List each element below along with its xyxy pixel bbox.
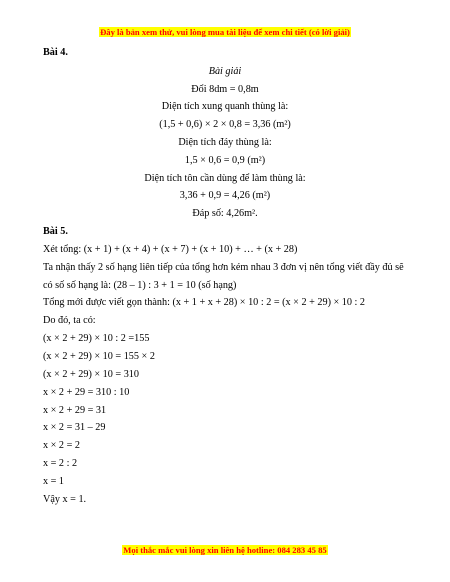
bai5-line: (x × 2 + 29) × 10 = 310 bbox=[43, 369, 139, 380]
bai5-line: Xét tổng: (x + 1) + (x + 4) + (x + 7) + (x + 10) + … + (x + 28) bbox=[43, 244, 298, 255]
bai4-line: 3,36 + 0,9 = 4,26 (m²) bbox=[179, 190, 271, 201]
bai4-line: Diện tích tôn cần dùng để làm thùng là: bbox=[144, 173, 306, 184]
bai4-line: 1,5 × 0,6 = 0,9 (m²) bbox=[184, 155, 266, 166]
bai5-line: Tổng mới được viết gọn thành: (x + 1 + x + 28) × 10 : 2 = (x × 2 + 29) × 10 : 2 bbox=[43, 297, 366, 308]
hotline-text: Mọi thắc mắc vui lòng xin liên hệ hotline: 084 283 45 85 bbox=[123, 545, 327, 555]
bai5-line: x = 2 : 2 bbox=[43, 458, 78, 469]
bai5-line: Ta nhận thấy 2 số hạng liên tiếp của tổng hơn kém nhau 3 đơn vị nên tổng viết đầy đủ sẽ bbox=[43, 262, 404, 273]
bai5-line: x = 1 bbox=[43, 476, 65, 487]
bai4-line: Đổi 8dm = 0,8m bbox=[191, 84, 259, 95]
preview-notice-banner bbox=[0, 26, 450, 38]
bai5-conclusion: Vậy x = 1. bbox=[43, 494, 87, 505]
preview-notice-text: Đây là bản xem thử, vui lòng mua tài liệu để xem chi tiết (có lời giải) bbox=[100, 27, 350, 37]
bai5-line: (x × 2 + 29) × 10 : 2 =155 bbox=[43, 333, 150, 344]
bai5-line: x × 2 = 31 – 29 bbox=[43, 422, 106, 433]
bai5-line: Do đó, ta có: bbox=[43, 315, 96, 326]
bai4-line: Diện tích đáy thùng là: bbox=[178, 137, 272, 148]
bai5-line: x × 2 = 2 bbox=[43, 440, 80, 451]
bai5-line: x × 2 + 29 = 31 bbox=[43, 405, 107, 416]
bai4-line: Diện tích xung quanh thùng là: bbox=[161, 101, 289, 112]
bai4-solution-title: Bài giải bbox=[208, 66, 242, 77]
bai4-line: (1,5 + 0,6) × 2 × 0,8 = 3,36 (m²) bbox=[159, 119, 291, 130]
bai4-answer: Đáp số: 4,26m². bbox=[192, 208, 258, 219]
bai4-heading: Bài 4. bbox=[43, 47, 68, 58]
bai5-line: (x × 2 + 29) × 10 = 155 × 2 bbox=[43, 351, 155, 362]
bai5-line: có số số hạng là: (28 – 1) : 3 + 1 = 10 (số hạng) bbox=[43, 280, 237, 291]
bai5-heading: Bài 5. bbox=[43, 226, 68, 237]
hotline-banner bbox=[0, 544, 450, 556]
bai5-line: x × 2 + 29 = 310 : 10 bbox=[43, 387, 130, 398]
